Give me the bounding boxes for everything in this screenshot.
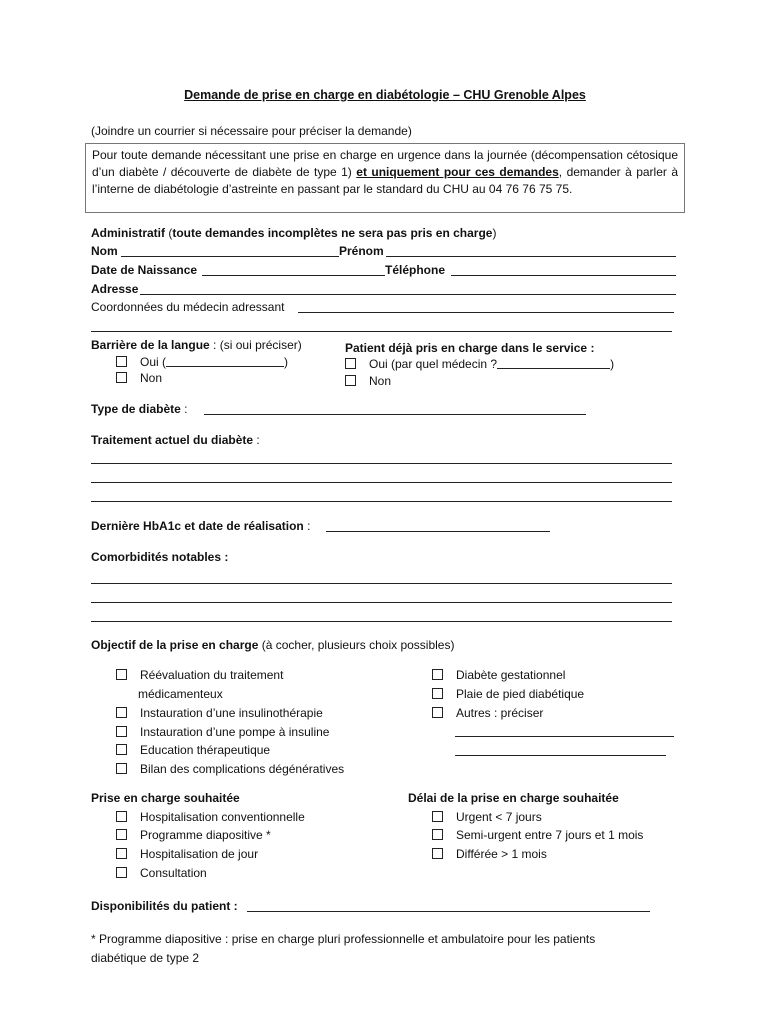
delai-urgent[interactable]: Urgent < 7 jours [432, 810, 542, 824]
langue-non-option[interactable]: Non [116, 371, 162, 385]
delai-heading: Délai de la prise en charge souhaitée [408, 791, 619, 805]
medecin-name-field[interactable] [497, 357, 610, 369]
hba1c-field[interactable] [326, 520, 550, 532]
footnote-line-2: diabétique de type 2 [91, 951, 200, 965]
prise-consultation[interactable]: Consultation [116, 866, 207, 880]
delai-differee[interactable]: Différée > 1 mois [432, 847, 547, 861]
telephone-field[interactable] [451, 264, 676, 276]
adresse-label: Adresse [91, 282, 139, 296]
objectif-gestationnel[interactable]: Diabète gestationnel [432, 668, 565, 682]
prise-programme-diapositive[interactable]: Programme diapositive * [116, 828, 271, 842]
join-letter-note: (Joindre un courrier si nécessaire pour préciser la demande) [91, 124, 412, 138]
langue-precision-field[interactable] [166, 355, 284, 367]
disponibilites-field[interactable] [247, 900, 650, 912]
traitement-line-3[interactable] [91, 501, 672, 502]
urgent-text-underline: et uniquement pour ces demandes [356, 165, 559, 179]
hba1c-label: Dernière HbA1c et date de réalisation : [91, 519, 311, 533]
checkbox-icon[interactable] [345, 375, 356, 386]
objectif-insulinotherapie[interactable]: Instauration d’une insulinothérapie [116, 706, 323, 720]
checkbox-icon[interactable] [432, 829, 443, 840]
checkbox-icon[interactable] [432, 669, 443, 680]
objectif-autres[interactable]: Autres : préciser [432, 706, 543, 720]
dob-field[interactable] [202, 264, 385, 276]
delai-semi-urgent[interactable]: Semi-urgent entre 7 jours et 1 mois [432, 828, 643, 842]
dob-label: Date de Naissance [91, 263, 198, 277]
autres-field-1[interactable] [455, 725, 674, 737]
patient-service-oui-option[interactable]: Oui (par quel médecin ? ) [345, 357, 614, 371]
checkbox-icon[interactable] [116, 669, 127, 680]
checkbox-icon[interactable] [116, 848, 127, 859]
checkbox-icon[interactable] [432, 811, 443, 822]
checkbox-icon[interactable] [116, 744, 127, 755]
prise-souhaitee-heading: Prise en charge souhaitée [91, 791, 240, 805]
objectif-plaie[interactable]: Plaie de pied diabétique [432, 687, 584, 701]
urgent-text-1: Pour toute demande nécessitant une prise en charge en urgence dans la journée (décompensation cétosique d’un diabète / découverte de diabète de type 1) [92, 148, 678, 179]
checkbox-icon[interactable] [432, 848, 443, 859]
traitement-line-1[interactable] [91, 463, 672, 464]
prenom-label: Prénom [339, 244, 384, 258]
traitement-line-2[interactable] [91, 482, 672, 483]
checkbox-icon[interactable] [116, 707, 127, 718]
checkbox-icon[interactable] [432, 707, 443, 718]
objectif-bilan[interactable]: Bilan des complications dégénératives [116, 762, 344, 776]
prenom-field[interactable] [386, 245, 676, 257]
comorbidites-line-3[interactable] [91, 621, 672, 622]
nom-field[interactable] [121, 245, 339, 257]
checkbox-icon[interactable] [116, 763, 127, 774]
urgent-text-2: , demander à parler à l’interne de diabétologie d’astreinte en passant par le standard du CHU au 04 76 76 75 75. [92, 165, 679, 196]
admin-heading: Administratif (toute demandes incomplètes ne sera pas pris en charge) [91, 226, 497, 240]
prise-hospitalisation-conv[interactable]: Hospitalisation conventionnelle [116, 810, 305, 824]
urgent-notice-box [85, 143, 685, 213]
medecin-field-line2[interactable] [91, 331, 672, 332]
objectif-pompe[interactable]: Instauration d’une pompe à insuline [116, 725, 329, 739]
patient-service-heading: Patient déjà pris en charge dans le service : [345, 341, 595, 355]
prise-hospitalisation-jour[interactable]: Hospitalisation de jour [116, 847, 258, 861]
langue-oui-option[interactable]: Oui ( ) [116, 355, 288, 369]
nom-label: Nom [91, 244, 118, 258]
page-title: Demande de prise en charge en diabétologie – CHU Grenoble Alpes [184, 88, 586, 102]
checkbox-icon[interactable] [116, 811, 127, 822]
footnote-line-1: * Programme diapositive : prise en charge pluri professionnelle et ambulatoire pour les patients [91, 932, 596, 946]
comorbidites-label: Comorbidités notables : [91, 550, 229, 564]
objectif-heading: Objectif de la prise en charge (à cocher, plusieurs choix possibles) [91, 638, 455, 652]
type-diabete-field[interactable] [204, 403, 586, 415]
checkbox-icon[interactable] [345, 358, 356, 369]
disponibilites-label: Disponibilités du patient : [91, 899, 238, 913]
adresse-field[interactable] [140, 283, 676, 295]
medecin-label: Coordonnées du médecin adressant [91, 300, 285, 314]
checkbox-icon[interactable] [116, 867, 127, 878]
checkbox-icon[interactable] [116, 372, 127, 383]
objectif-reevaluation-cont: médicamenteux [138, 687, 223, 701]
objectif-reevaluation[interactable]: Réévaluation du traitement [116, 668, 283, 682]
checkbox-icon[interactable] [116, 829, 127, 840]
patient-service-non-option[interactable]: Non [345, 374, 391, 388]
comorbidites-line-2[interactable] [91, 602, 672, 603]
checkbox-icon[interactable] [116, 356, 127, 367]
checkbox-icon[interactable] [116, 726, 127, 737]
objectif-education[interactable]: Education thérapeutique [116, 743, 270, 757]
type-diabete-label: Type de diabète : [91, 402, 188, 416]
langue-heading: Barrière de la langue : (si oui préciser) [91, 338, 302, 352]
medecin-field[interactable] [298, 301, 674, 313]
traitement-label: Traitement actuel du diabète : [91, 433, 260, 447]
checkbox-icon[interactable] [432, 688, 443, 699]
autres-field-2[interactable] [455, 744, 666, 756]
telephone-label: Téléphone [385, 263, 446, 277]
comorbidites-line-1[interactable] [91, 583, 672, 584]
